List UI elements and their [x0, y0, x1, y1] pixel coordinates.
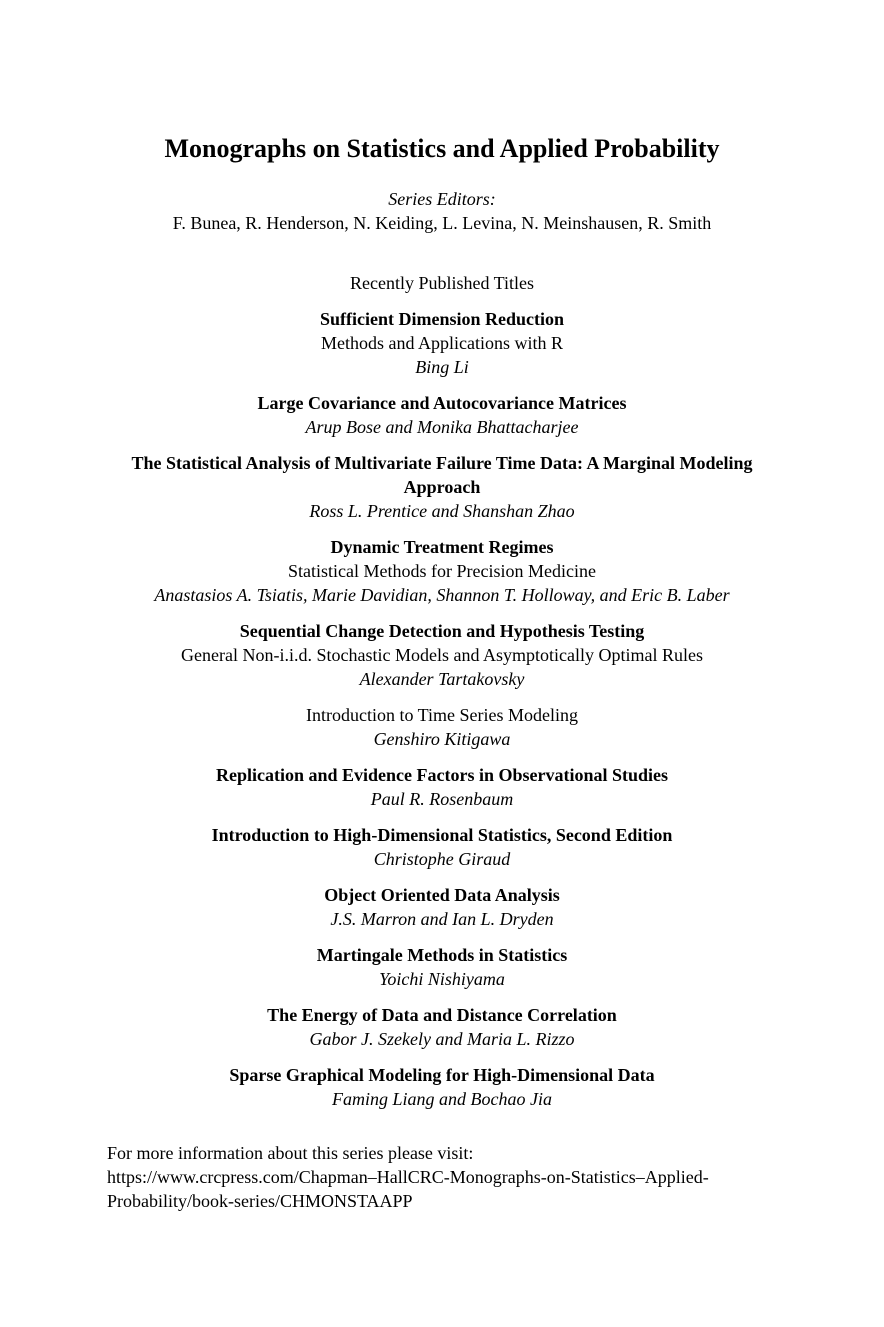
- book-entry: [110, 1003, 774, 1051]
- book-entry: [110, 763, 774, 811]
- book-subtitle: General Non-i.i.d. Stochastic Models and Asymptotically Optimal Rules: [181, 645, 703, 665]
- book-title: Sparse Graphical Modeling for High-Dimensional Data: [229, 1065, 655, 1085]
- book-authors: Gabor J. Szekely and Maria L. Rizzo: [309, 1029, 575, 1049]
- footer-info-text: For more information about this series please visit:: [107, 1143, 474, 1163]
- series-url-line-1: https://www.crcpress.com/Chapman–HallCRC-Monographs-on-Statistics–Applied-: [107, 1167, 709, 1187]
- book-entry: [110, 307, 774, 379]
- book-authors: Faming Liang and Bochao Jia: [332, 1089, 552, 1109]
- book-subtitle: Methods and Applications with R: [321, 333, 563, 353]
- book-authors: Christophe Giraud: [373, 849, 511, 869]
- book-authors: Genshiro Kitigawa: [373, 729, 511, 749]
- book-entry: [110, 535, 774, 607]
- book-title: Replication and Evidence Factors in Observational Studies: [215, 765, 669, 785]
- book-entry: [110, 391, 774, 439]
- book-entry: [110, 619, 774, 691]
- book-authors: J.S. Marron and Ian L. Dryden: [330, 909, 554, 929]
- book-title: Introduction to High-Dimensional Statistics, Second Edition: [211, 825, 673, 845]
- book-authors: Alexander Tartakovsky: [359, 669, 525, 689]
- book-title: Large Covariance and Autocovariance Matrices: [257, 393, 627, 413]
- book-entry: [110, 451, 774, 523]
- book-authors: Bing Li: [415, 357, 469, 377]
- series-editors-label: Series Editors:: [388, 189, 496, 209]
- series-info-footer: [107, 1141, 787, 1213]
- series-editors-names: F. Bunea, R. Henderson, N. Keiding, L. Levina, N. Meinshausen, R. Smith: [172, 213, 712, 233]
- book-entry: [110, 823, 774, 871]
- book-title: The Energy of Data and Distance Correlation: [267, 1005, 617, 1025]
- book-entry: [110, 943, 774, 991]
- book-list: [110, 307, 774, 1123]
- book-entry: [110, 703, 774, 751]
- recent-titles-heading: Recently Published Titles: [349, 273, 535, 293]
- book-title: The Statistical Analysis of Multivariate Failure Time Data: A Marginal Modeling Approach: [131, 453, 753, 497]
- series-editors: [0, 187, 884, 235]
- book-authors: Yoichi Nishiyama: [379, 969, 505, 989]
- book-entry: [110, 883, 774, 931]
- book-subtitle: Statistical Methods for Precision Medicine: [288, 561, 596, 581]
- book-title: Dynamic Treatment Regimes: [330, 537, 554, 557]
- book-title: Sufficient Dimension Reduction: [319, 309, 564, 329]
- book-authors: Arup Bose and Monika Bhattacharjee: [305, 417, 579, 437]
- series-title: Monographs on Statistics and Applied Probability: [164, 134, 720, 163]
- book-title: Object Oriented Data Analysis: [324, 885, 560, 905]
- book-authors: Anastasios A. Tsiatis, Marie Davidian, Shannon T. Holloway, and Eric B. Laber: [154, 585, 730, 605]
- book-authors: Paul R. Rosenbaum: [370, 789, 514, 809]
- book-title: Introduction to Time Series Modeling: [306, 705, 578, 725]
- book-entry: [110, 1063, 774, 1111]
- book-title: Sequential Change Detection and Hypothesis Testing: [239, 621, 645, 641]
- series-url-line-2: Probability/book-series/CHMONSTAAPP: [107, 1191, 413, 1211]
- book-title: Martingale Methods in Statistics: [316, 945, 568, 965]
- book-authors: Ross L. Prentice and Shanshan Zhao: [309, 501, 575, 521]
